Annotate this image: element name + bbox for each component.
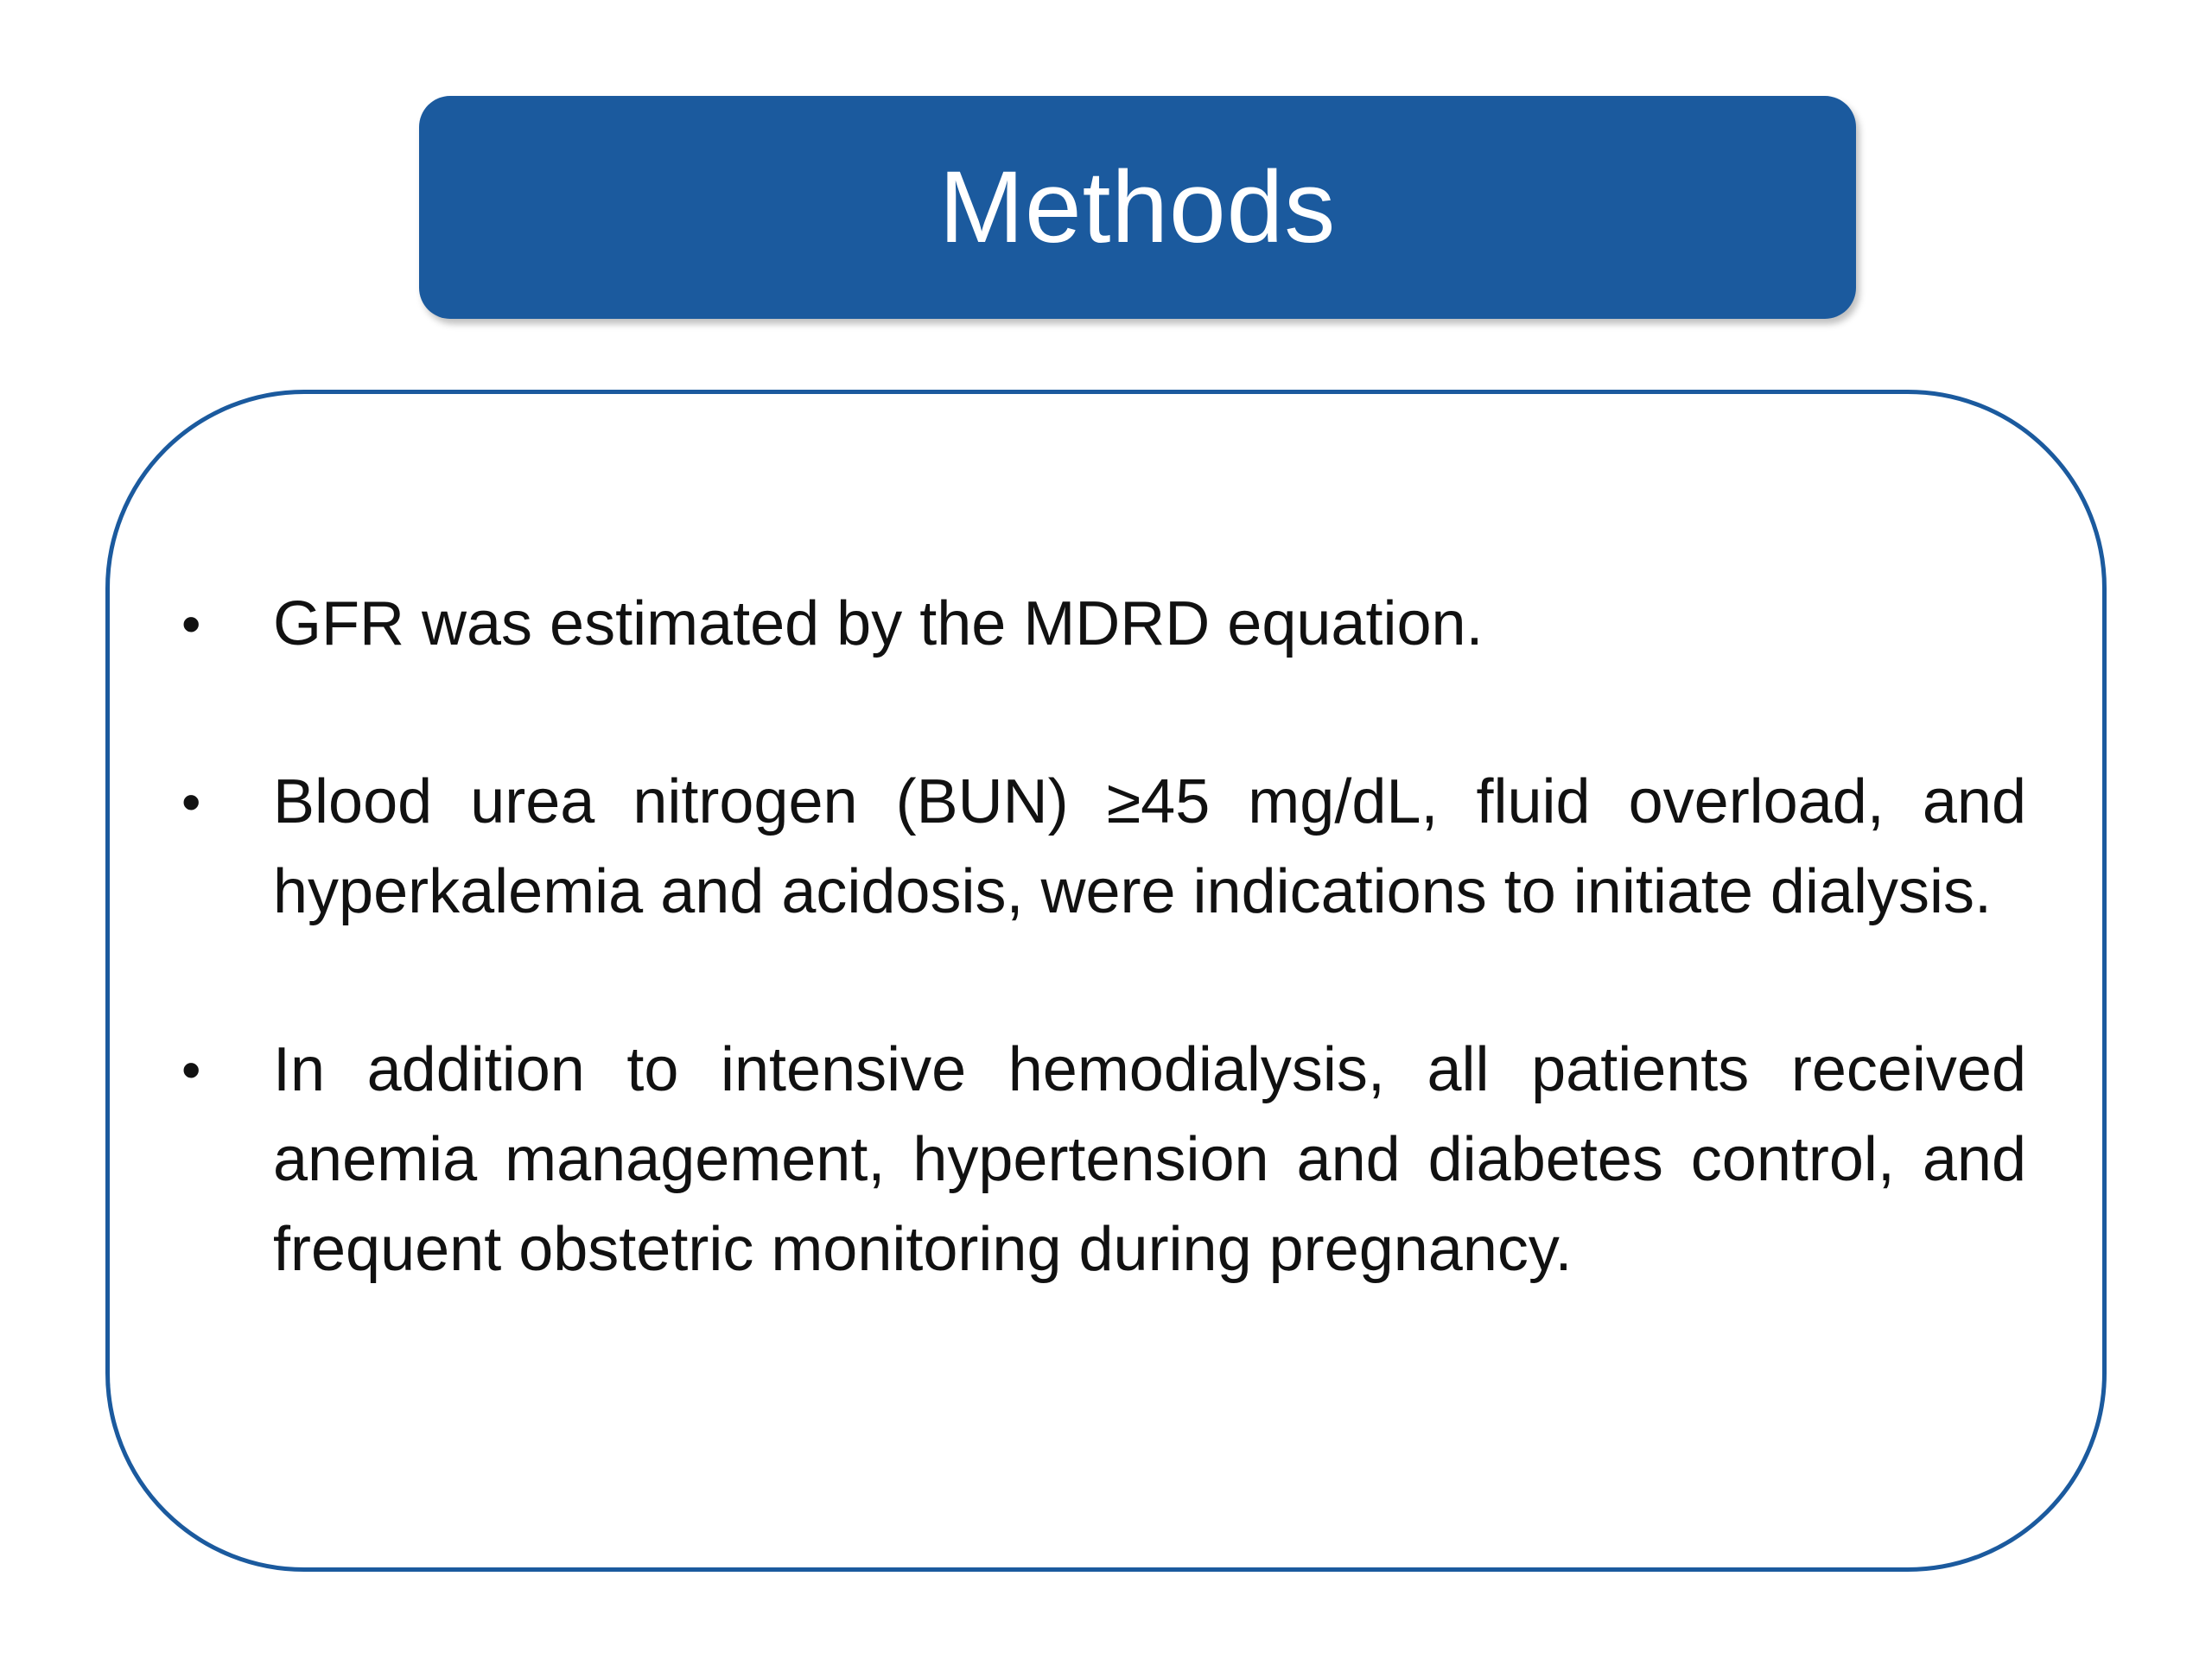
- bullet-item-gfr: [181, 579, 2026, 669]
- bullet-text: In addition to intensive hemodialysis, all patients received anemia management, hypertension and diabetes control, and frequent obstetric monitoring during pregnancy.: [273, 1035, 2026, 1284]
- bullet-list: [181, 579, 2026, 1294]
- slide-title: Methods: [938, 150, 1337, 264]
- bullet-item-dialysis-indications: [181, 757, 2026, 937]
- bullet-text: GFR was estimated by the MDRD equation.: [273, 589, 1484, 658]
- bullet-dot-icon: •: [181, 593, 201, 655]
- bullet-dot-icon: •: [181, 771, 201, 833]
- bullet-dot-icon: •: [181, 1039, 201, 1101]
- bullet-text: Blood urea nitrogen (BUN) ≥45 mg/dL, fluid overload, and hyperkalemia and acidosis, were indications to initiate dialysis.: [273, 767, 2026, 926]
- title-banner: [419, 96, 1856, 319]
- bullet-item-management: [181, 1025, 2026, 1294]
